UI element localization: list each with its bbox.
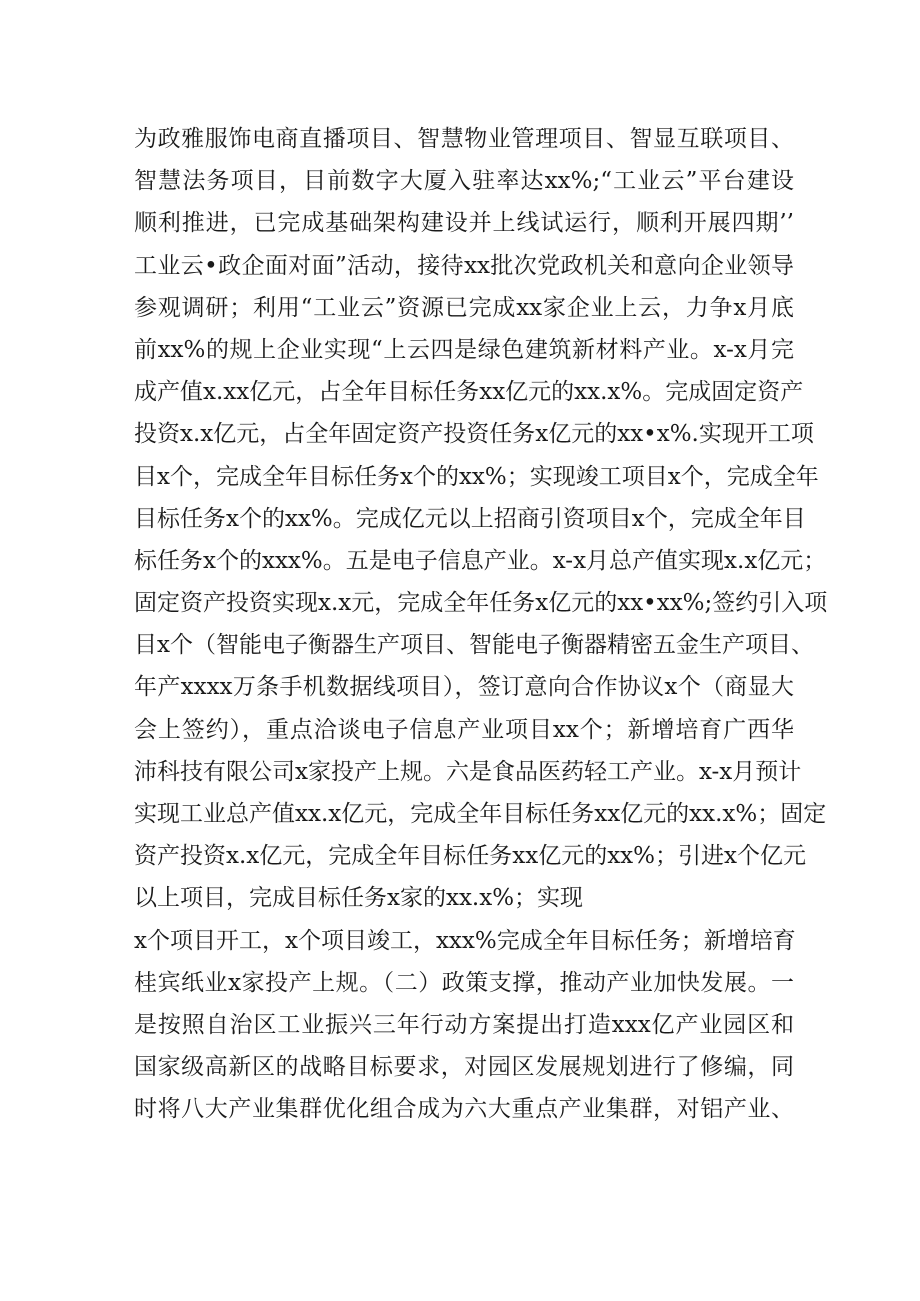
text-line: 标任务x个的xxx%。五是电子信息产业。x-x月总产值实现x.x亿元； — [134, 547, 827, 574]
text-line: 时将八大产业集群优化组合成为六大重点产业集群，对铝产业、 — [134, 1096, 794, 1123]
body-text — [134, 118, 828, 1131]
text-line: 为政雅服饰电商直播项目、智慧物业管理项目、智显互联项目、 — [134, 126, 794, 152]
text-line: 国家级高新区的战略目标要求，对园区发展规划进行了修编，同 — [134, 1054, 794, 1081]
text-line: 工业云•政企面对面”活动，接待xx批次党政机关和意向企业领导 — [134, 252, 794, 279]
text-line: 是按照自治区工业振兴三年行动方案提出打造xxx亿产业园区和 — [134, 1011, 794, 1038]
text-line: 以上项目，完成目标任务x家的xx.x%；实现 — [134, 885, 584, 912]
text-line: 智慧法务项目，目前数字大厦入驻率达xx%;“工业云”平台建设 — [134, 168, 794, 195]
text-line: 前xx%的规上企业实现“上云四是绿色建筑新材料产业。x-x月完 — [134, 336, 794, 363]
text-line: 实现工业总产值xx.x亿元，完成全年目标任务xx亿元的xx.x%；固定 — [134, 801, 827, 827]
text-line: x个项目开工，x个项目竣工，xxx%完成全年目标任务；新增培育 — [134, 927, 796, 954]
text-line: 年产xxxx万条手机数据线项目），签订意向合作协议x个（商显大 — [134, 674, 794, 701]
text-line: 参观调研；利用“工业云”资源已完成xx家企业上云，力争x月底 — [134, 294, 794, 321]
text-line: 桂宾纸业x家投产上规。（二）政策支撑，推动产业加快发展。一 — [134, 969, 794, 996]
text-line: 会上签约），重点洽谈电子信息产业项目xx个；新增培育广西华 — [134, 716, 794, 743]
text-line: 资产投资x.x亿元，完成全年目标任务xx亿元的xx%；引进x个亿元 — [134, 843, 806, 870]
text-line: 投资x.x亿元，占全年固定资产投资任务x亿元的xx•x%.实现开工项 — [134, 421, 814, 448]
text-line: 固定资产投资实现x.x元，完成全年任务x亿元的xx•xx%;签约引入项 — [134, 590, 828, 617]
text-line: 顺利推进，已完成基础架构建设并上线试运行，顺利开展四期’’ — [134, 210, 794, 237]
text-line: 目x个（智能电子衡器生产项目、智能电子衡器精密五金生产项目、 — [134, 632, 814, 659]
text-line: 沛科技有限公司x家投产上规。六是食品医药轻工产业。x-x月预计 — [134, 758, 802, 785]
text-line: 目x个，完成全年目标任务x个的xx%；实现竣工项目x个，完成全年 — [134, 463, 819, 490]
text-line: 目标任务x个的xx%。完成亿元以上招商引资项目x个，完成全年目 — [134, 505, 806, 532]
text-line: 成产值x.xx亿元，占全年目标任务xx亿元的xx.x%。完成固定资产 — [134, 379, 804, 406]
